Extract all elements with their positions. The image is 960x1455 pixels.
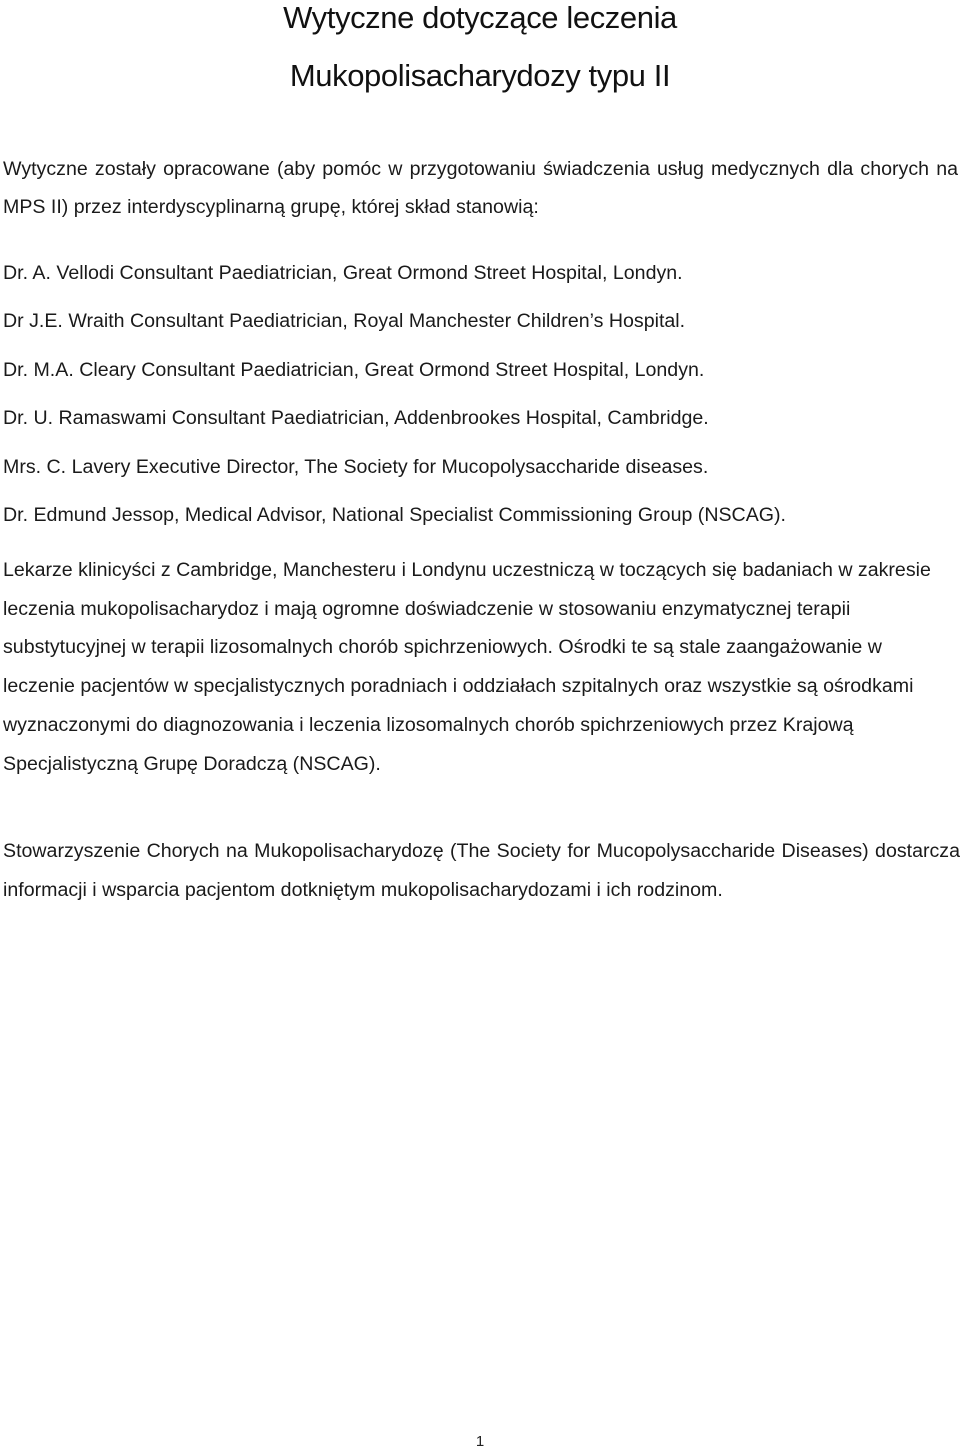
society-paragraph: Stowarzyszenie Chorych na Mukopolisacharydozę (The Society for Mucopolysaccharide Diseases) dostarcza informacji i wsparcia pacjentom dotkniętym mukopolisacharydozami i ich rodzinom. — [3, 840, 960, 901]
author-item: Dr. M.A. Cleary Consultant Paediatrician, Great Ormond Street Hospital, Londyn. — [3, 358, 705, 381]
author-item: Dr. A. Vellodi Consultant Paediatrician, Great Ormond Street Hospital, Londyn. — [3, 262, 683, 284]
intro-paragraph: Wytyczne zostały opracowane (aby pomóc w przygotowaniu świadczenia usług medycznych dla chorych na MPS II) przez interdyscyplinarną grupę, której skład stanowią: — [3, 158, 958, 218]
title-line-2: Mukopolisacharydozy typu II — [289, 58, 671, 93]
clinicians-paragraph: Lekarze klinicyści z Cambridge, Manchesteru i Londynu uczestniczą w toczących się badaniach w zakresie leczenia mukopolisacharydoz i mają ogromne doświadczenie w stosowaniu enzymatycznej terapii substytucyjnej w terapii lizosomalnych chorób spichrzeniowych. Ośrodki te są stale zaangażowanie w leczenie pacjentów w specjalistycznych poradniach i oddziałach szpitalnych oraz wszystkie są ośrodkami wyznaczonymi do diagnozowania i leczenia lizosomalnych chorób spichrzeniowych przez Krajową Specjalistyczną Grupę Doradczą (NSCAG). — [3, 559, 931, 775]
title-line-1: Wytyczne dotyczące leczenia — [283, 0, 677, 35]
authors-list — [3, 261, 958, 551]
author-item: Dr. Edmund Jessop, Medical Advisor, National Specialist Commissioning Group (NSCAG). — [3, 503, 786, 526]
page-number: 1 — [475, 1433, 485, 1450]
author-item: Dr J.E. Wraith Consultant Paediatrician, Royal Manchester Children’s Hospital. — [3, 310, 686, 333]
author-item: Mrs. C. Lavery Executive Director, The Society for Mucopolysaccharide diseases. — [3, 455, 709, 478]
author-item: Dr. U. Ramaswami Consultant Paediatrician, Addenbrookes Hospital, Cambridge. — [3, 407, 709, 430]
